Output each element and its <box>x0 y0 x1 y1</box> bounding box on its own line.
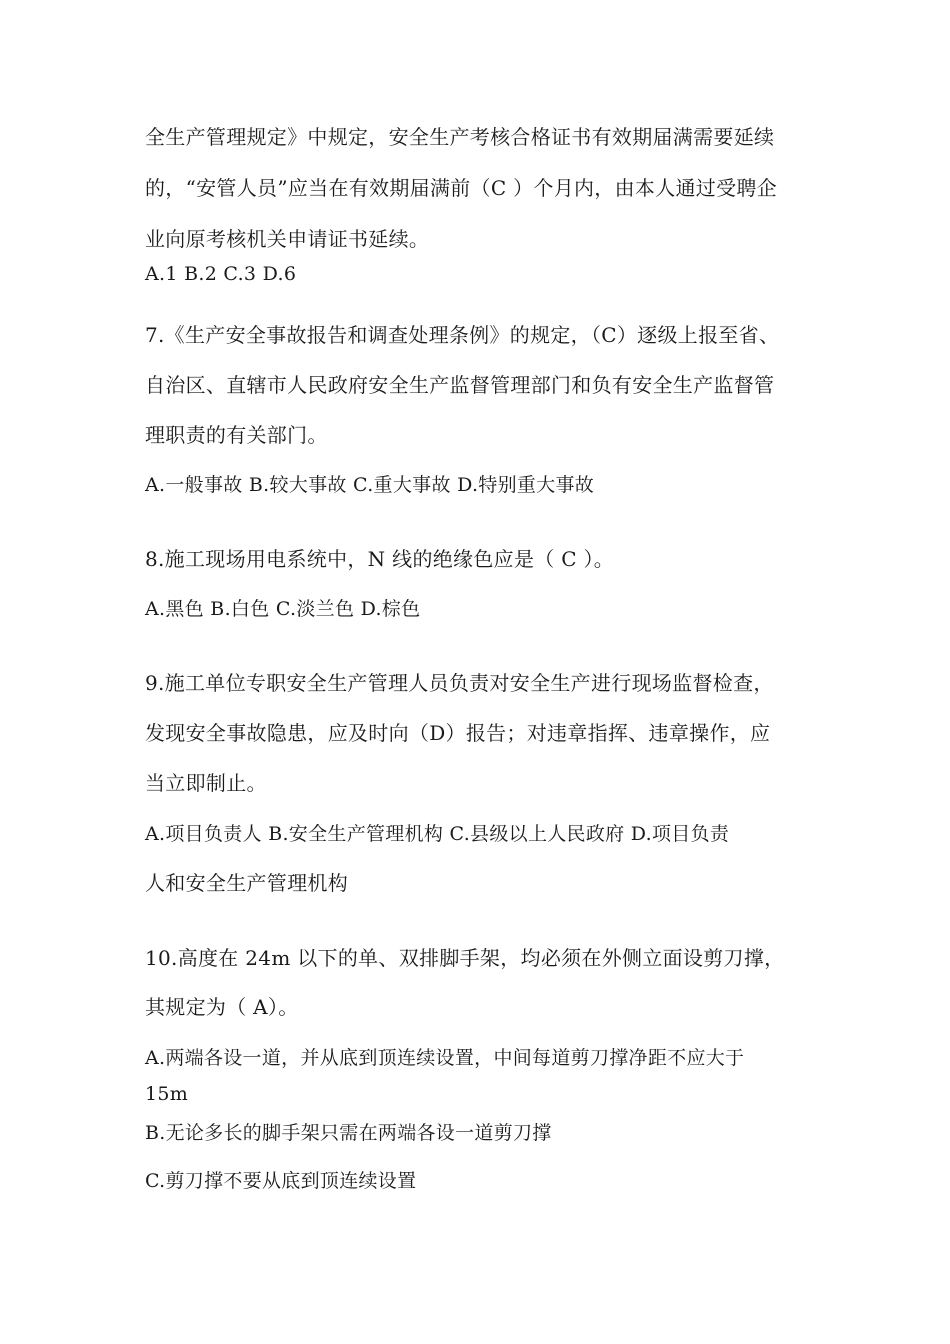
answer-option-b: B.无论多长的脚手架只需在两端各设一道剪刀撑 <box>145 1122 552 1144</box>
answer-option-c: C.剪刀撑不要从底到顶连续设置 <box>145 1170 417 1192</box>
text-line: 当立即制止。 <box>145 771 267 795</box>
text-line: 15m <box>145 1083 189 1105</box>
question-7: 7.《生产安全事故报告和调查处理条例》的规定，（C）逐级上报至省、 <box>145 323 780 347</box>
answer-options: A.一般事故 B.较大事故 C.重大事故 D.特别重大事故 <box>145 474 595 496</box>
text-line: 人和安全生产管理机构 <box>145 871 348 895</box>
answer-options: A.黑色 B.白色 C.淡兰色 D.棕色 <box>145 598 421 620</box>
text-line: 全生产管理规定》中规定，安全生产考核合格证书有效期届满需要延续 <box>145 125 775 149</box>
answer-options: A.项目负责人 B.安全生产管理机构 C.县级以上人民政府 D.项目负责 <box>145 823 730 845</box>
text-line: 发现安全事故隐患，应及时向（D）报告；对违章指挥、违章操作，应 <box>145 721 771 745</box>
answer-option-a: A.两端各设一道，并从底到顶连续设置，中间每道剪刀撑净距不应大于 <box>145 1047 745 1069</box>
question-9: 9.施工单位专职安全生产管理人员负责对安全生产进行现场监督检查， <box>145 671 774 695</box>
text-line: 自治区、直辖市人民政府安全生产监督管理部门和负有安全生产监督管 <box>145 373 775 397</box>
text-line: 的，“安管人员”应当在有效期届满前（C ）个月内，由本人通过受聘企 <box>145 176 778 200</box>
question-10: 10.高度在 24m 以下的单、双排脚手架，均必须在外侧立面设剪刀撑， <box>145 946 785 970</box>
text-line: 其规定为（ A）。 <box>145 995 299 1019</box>
answer-options: A.1 B.2 C.3 D.6 <box>145 263 297 285</box>
question-8: 8.施工现场用电系统中，N 线的绝缘色应是（ C ）。 <box>145 547 615 571</box>
text-line: 业向原考核机关申请证书延续。 <box>145 227 430 251</box>
text-line: 理职责的有关部门。 <box>145 423 328 447</box>
